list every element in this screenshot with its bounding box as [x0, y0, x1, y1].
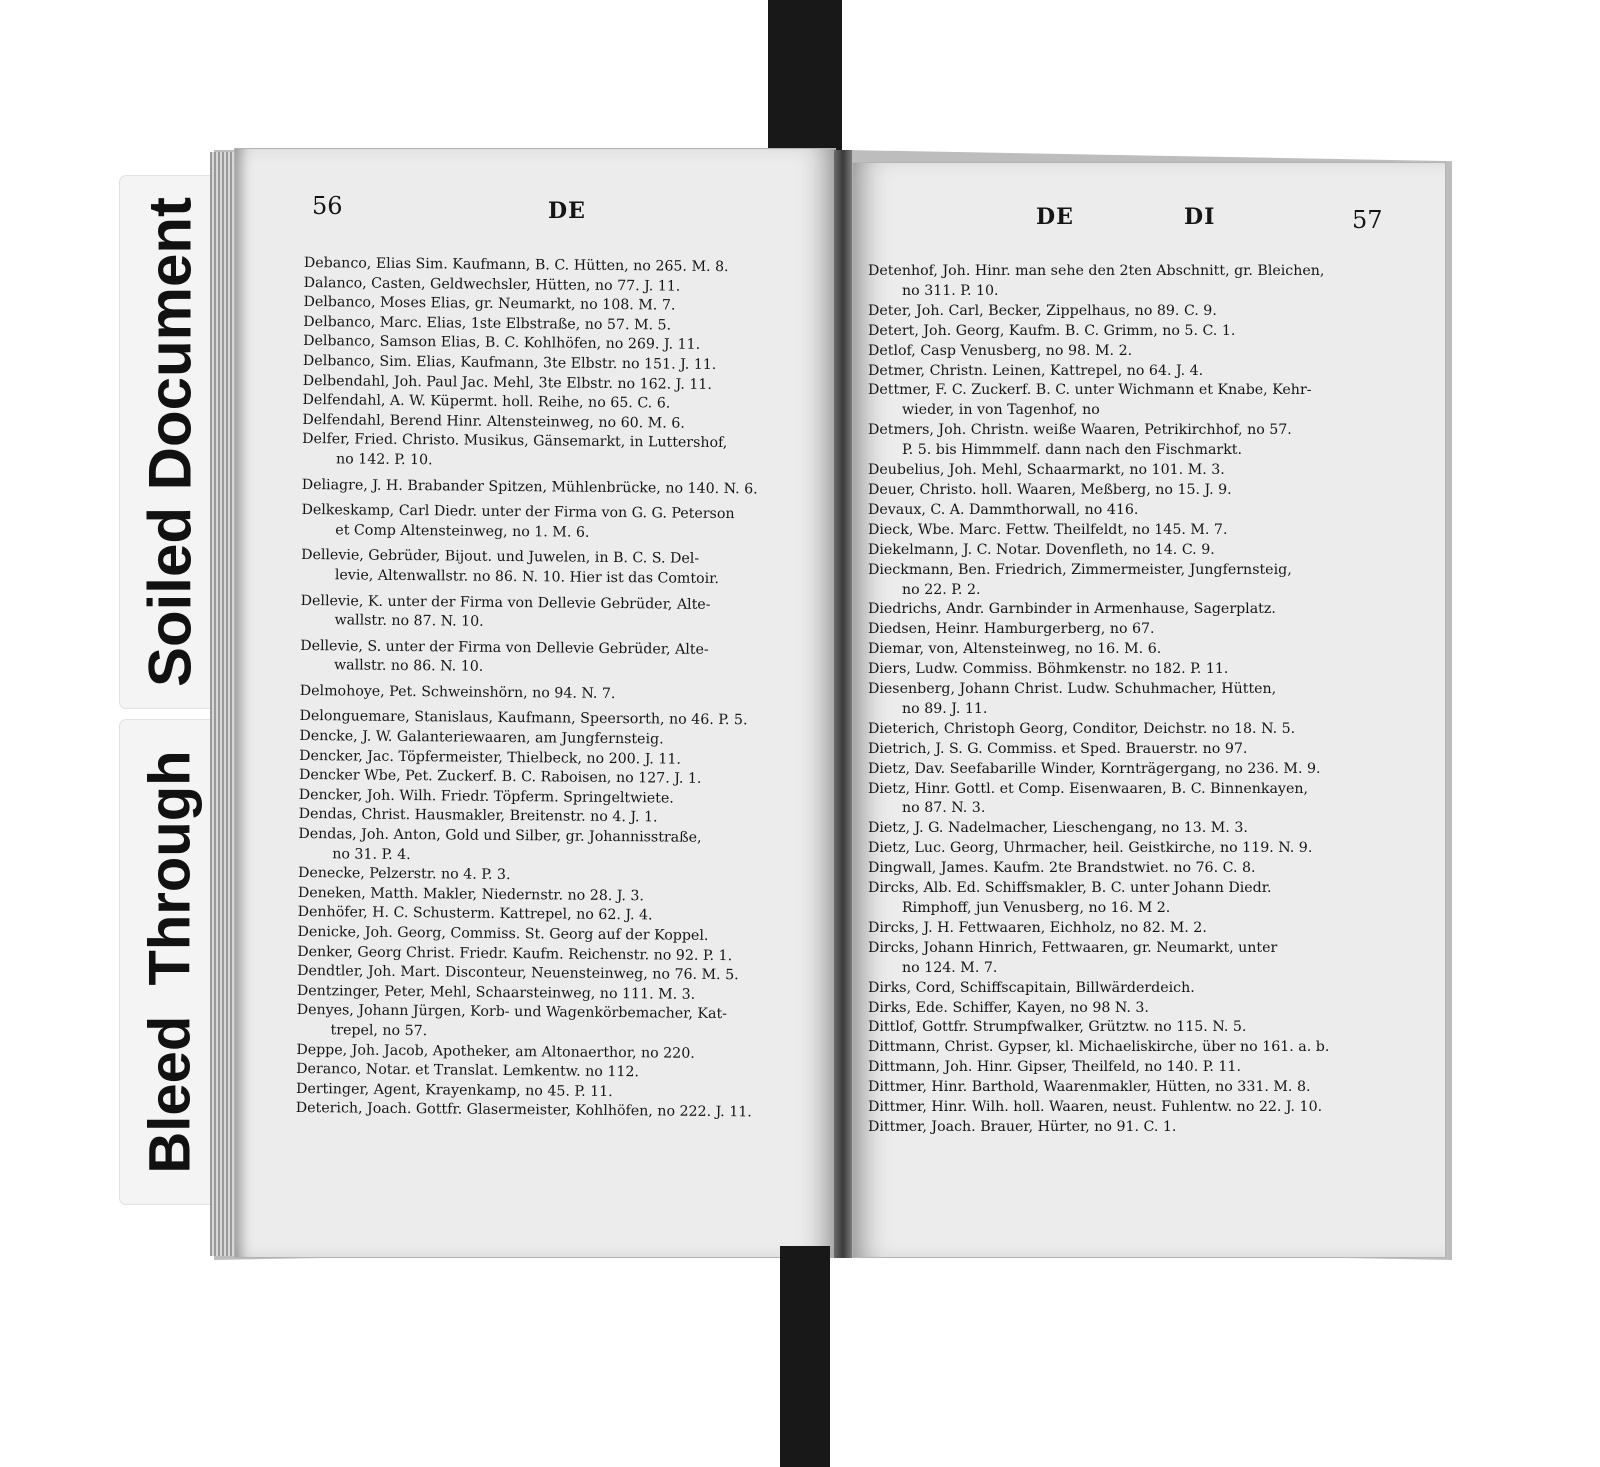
directory-entry: Deneken, Matth. Makler, Niedernstr. no 28. J. 3. [297, 884, 645, 905]
directory-entry: Dittmann, Christ. Gypser, kl. Michaeliskirche, über no 161. a. b. [868, 1039, 1330, 1056]
left-page-header: DE [548, 198, 586, 224]
directory-entry: Dittmer, Hinr. Wilh. holl. Waaren, neust. Fuhlentw. no 22. J. 10. [868, 1099, 1323, 1116]
page-edges [210, 152, 236, 1256]
directory-entry: Denker, Georg Christ. Friedr. Kaufm. Reichenstr. no 92. P. 1. [297, 943, 733, 964]
directory-entry: wieder, in von Tagenhof, no [902, 402, 1100, 419]
directory-entry: Dellevie, S. unter der Firma von Dellevie Gebrüder, Alte- [300, 637, 709, 658]
directory-entry: Dirks, Ede. Schiffer, Kayen, no 98 N. 3. [868, 999, 1149, 1016]
directory-entry: Delfer, Fried. Christo. Musikus, Gänsemarkt, in Luttershof, [302, 431, 728, 452]
directory-entry: Deranco, Notar. et Translat. Lemkentw. no 112. [296, 1061, 640, 1081]
directory-entry: Denecke, Pelzerstr. no 4. P. 3. [297, 865, 511, 884]
directory-entry: Dieterich, Christoph Georg, Conditor, Deichstr. no 18. N. 5. [868, 720, 1296, 737]
directory-entry: Delfendahl, Berend Hinr. Altensteinweg, no 60. M. 6. [302, 411, 685, 432]
directory-entry: Dircks, J. H. Fettwaaren, Eichholz, no 82. M. 2. [868, 919, 1207, 936]
directory-entry: trepel, no 57. [330, 1022, 428, 1040]
directory-entry: Dendtler, Joh. Mart. Disconteur, Neuensteinweg, no 76. M. 5. [297, 963, 739, 984]
directory-entry: wallstr. no 87. N. 10. [334, 612, 484, 630]
directory-entry: no 22. P. 2. [902, 581, 981, 598]
directory-entry: Dircks, Alb. Ed. Schiffsmakler, B. C. unter Johann Diedr. [868, 880, 1272, 897]
directory-entry: Deubelius, Joh. Mehl, Schaarmarkt, no 101. M. 3. [868, 462, 1225, 479]
right-page-entries [868, 262, 1394, 1138]
directory-entry: no 31. P. 4. [332, 845, 411, 863]
directory-entry: Diers, Ludw. Commiss. Böhmkenstr. no 182. P. 11. [868, 661, 1229, 678]
directory-entry: Dellevie, K. unter der Firma von Dellevie Gebrüder, Alte- [300, 592, 711, 613]
directory-entry: Dencker Wbe, Pet. Zuckerf. B. C. Raboisen, no 127. J. 1. [298, 767, 702, 788]
bookmark-ribbon-bottom [780, 1246, 830, 1467]
directory-entry: no 124. M. 7. [902, 959, 998, 976]
directory-entry: Deliagre, J. H. Brabander Spitzen, Mühlenbrücke, no 140. N. 6. [301, 476, 758, 497]
left-page-entries [296, 254, 822, 1124]
directory-entry: Dettmer, F. C. Zuckerf. B. C. unter Wichmann et Knabe, Kehr- [868, 382, 1312, 399]
directory-entry: Deppe, Joh. Jacob, Apotheker, am Altonaerthor, no 220. [296, 1041, 695, 1062]
directory-entry: no 142. P. 10. [335, 451, 433, 469]
directory-entry: Deuer, Christo. holl. Waaren, Meßberg, no 15. J. 9. [868, 481, 1232, 498]
directory-entry: Diedrichs, Andr. Garnbinder in Armenhause, Sagerplatz. [868, 601, 1276, 618]
directory-entry: Detmer, Christn. Leinen, Kattrepel, no 64. J. 4. [868, 362, 1204, 379]
directory-entry: Detert, Joh. Georg, Kaufm. B. C. Grimm, no 5. C. 1. [868, 322, 1236, 339]
directory-entry: Delfendahl, A. W. Küpermt. holl. Reihe, no 65. C. 6. [302, 392, 671, 412]
directory-entry: Dellevie, Gebrüder, Bijout. und Juwelen, in B. C. S. Del- [301, 547, 700, 568]
directory-entry: Delbanco, Sim. Elias, Kaufmann, 3te Elbstr. no 151. J. 11. [302, 352, 717, 373]
directory-entry: Dendas, Christ. Hausmakler, Breitenstr. no 4. J. 1. [298, 806, 658, 826]
directory-entry: no 89. J. 11. [902, 700, 988, 717]
directory-entry: Dencker, Jac. Töpfermeister, Thielbeck, no 200. J. 11. [299, 747, 681, 768]
directory-entry: Dietz, Luc. Georg, Uhrmacher, heil. Geistkirche, no 119. N. 9. [868, 840, 1313, 857]
directory-entry: levie, Altenwallstr. no 86. N. 10. Hier ist das Comtoir. [334, 567, 719, 587]
directory-entry: Dirks, Cord, Schiffscapitain, Billwärderdeich. [868, 979, 1195, 996]
directory-entry: Dittmer, Joach. Brauer, Hürter, no 91. C. 1. [868, 1118, 1177, 1135]
directory-entry: Delbanco, Moses Elias, gr. Neumarkt, no 108. M. 7. [303, 294, 676, 314]
directory-entry: Delbanco, Marc. Elias, 1ste Elbstraße, no 57. M. 5. [303, 313, 672, 334]
directory-entry: Rimphoff, jun Venusberg, no 16. M 2. [902, 900, 1171, 916]
directory-entry: Dietz, J. G. Nadelmacher, Lieschengang, no 13. M. 3. [868, 820, 1248, 837]
directory-entry: Dencker, Joh. Wilh. Friedr. Töpferm. Springeltwiete. [298, 786, 674, 807]
directory-entry: Dendas, Joh. Anton, Gold und Silber, gr. Johannisstraße, [298, 826, 702, 846]
directory-entry: Dieck, Wbe. Marc. Fettw. Theilfeldt, no 145. M. 7. [868, 521, 1228, 538]
directory-entry: Detenhof, Joh. Hinr. man sehe den 2ten Abschnitt, gr. Bleichen, [868, 263, 1325, 279]
directory-entry: Dietrich, J. S. G. Commiss. et Sped. Brauerstr. no 97. [868, 740, 1248, 757]
directory-entry: Deter, Joh. Carl, Becker, Zippelhaus, no 89. C. 9. [868, 302, 1217, 319]
tab-bleed-through [120, 720, 220, 1204]
directory-entry: Dietz, Dav. Seefabarille Winder, Kornträgergang, no 236. M. 9. [868, 760, 1321, 777]
directory-entry: Detlof, Casp Venusberg, no 98. M. 2. [868, 342, 1133, 359]
directory-entry: Dircks, Johann Hinrich, Fettwaaren, gr. Neumarkt, unter [868, 939, 1278, 956]
directory-entry: Delkeskamp, Carl Diedr. unter der Firma von G. G. Peterson [301, 502, 735, 523]
directory-entry: Dingwall, James. Kaufm. 2te Brandstwiet. no 76. C. 8. [868, 860, 1256, 877]
directory-entry: Diesenberg, Johann Christ. Ludw. Schuhmacher, Hütten, [868, 681, 1277, 698]
directory-entry: Detmers, Joh. Christn. weiße Waaren, Petrikirchhof, no 57. [868, 422, 1292, 439]
directory-entry: no 311. P. 10. [902, 282, 999, 299]
tab-soiled-document [120, 176, 220, 708]
right-page-header-left: DE [1036, 204, 1074, 230]
tab-soiled-label: Soiled Document [136, 196, 204, 688]
directory-entry: wallstr. no 86. N. 10. [333, 657, 484, 676]
directory-entry: Deterich, Joach. Gottfr. Glasermeister, Kohlhöfen, no 222. J. 11. [295, 1100, 752, 1121]
directory-entry: Dencke, J. W. Galanteriewaaren, am Jungfernsteig. [299, 728, 664, 748]
directory-entry: Dieckmann, Ben. Friedrich, Zimmermeister, Jungfernsteig, [868, 561, 1292, 578]
directory-entry: Dittmer, Hinr. Barthold, Waarenmakler, Hütten, no 331. M. 8. [868, 1079, 1311, 1096]
directory-entry: Delbanco, Samson Elias, B. C. Kohlhöfen, no 269. J. 11. [303, 333, 701, 354]
directory-entry: Denhöfer, H. C. Schusterm. Kattrepel, no 62. J. 4. [297, 904, 653, 924]
directory-entry: P. 5. bis Himmmelf. dann nach den Fischmarkt. [902, 442, 1242, 459]
book-gutter [834, 150, 852, 1258]
directory-entry: Diedsen, Heinr. Hamburgerberg, no 67. [868, 621, 1155, 638]
directory-entry: Dittmann, Joh. Hinr. Gipser, Theilfeld, no 140. P. 11. [868, 1059, 1241, 1076]
directory-entry: Dittlof, Gottfr. Strumpfwalker, Grütztw. no 115. N. 5. [868, 1019, 1247, 1036]
directory-entry: Delonguemare, Stanislaus, Kaufmann, Speersorth, no 46. P. 5. [299, 708, 748, 729]
right-page-number: 57 [1352, 206, 1383, 234]
bookmark-ribbon-top [768, 0, 842, 150]
directory-entry: Diekelmann, J. C. Notar. Dovenfleth, no 14. C. 9. [868, 541, 1215, 558]
directory-entry: Dietz, Hinr. Gottl. et Comp. Eisenwaaren, B. C. Binnenkayen, [868, 780, 1308, 797]
directory-entry: Delbendahl, Joh. Paul Jac. Mehl, 3te Elbstr. no 162. J. 11. [302, 372, 712, 393]
directory-entry: Debanco, Elias Sim. Kaufmann, B. C. Hütten, no 265. M. 8. [303, 254, 729, 276]
directory-entry: Diemar, von, Altensteinweg, no 16. M. 6. [868, 641, 1162, 658]
directory-entry: Dalanco, Casten, Geldwechsler, Hütten, no 77. J. 11. [303, 274, 681, 295]
directory-entry: Dertinger, Agent, Krayenkamp, no 45. P. 11. [295, 1080, 613, 1100]
right-page-header-right: DI [1184, 204, 1216, 230]
directory-entry: Devaux, C. A. Dammthorwall, no 416. [868, 501, 1139, 518]
directory-entry: Dentzinger, Peter, Mehl, Schaarsteinweg, no 111. M. 3. [296, 982, 696, 1003]
directory-entry: et Comp Altensteinweg, no 1. M. 6. [335, 522, 590, 541]
directory-entry: Denyes, Johann Jürgen, Korb- und Wagenkörbemacher, Kat- [296, 1002, 728, 1023]
directory-entry: Denicke, Joh. Georg, Commiss. St. Georg auf der Koppel. [297, 923, 709, 944]
left-page-number: 56 [312, 192, 343, 220]
tab-bleed-label: Bleed Through [137, 750, 203, 1174]
directory-entry: Delmohoye, Pet. Schweinshörn, no 94. N. 7. [299, 682, 616, 702]
directory-entry: no 87. N. 3. [902, 800, 986, 817]
